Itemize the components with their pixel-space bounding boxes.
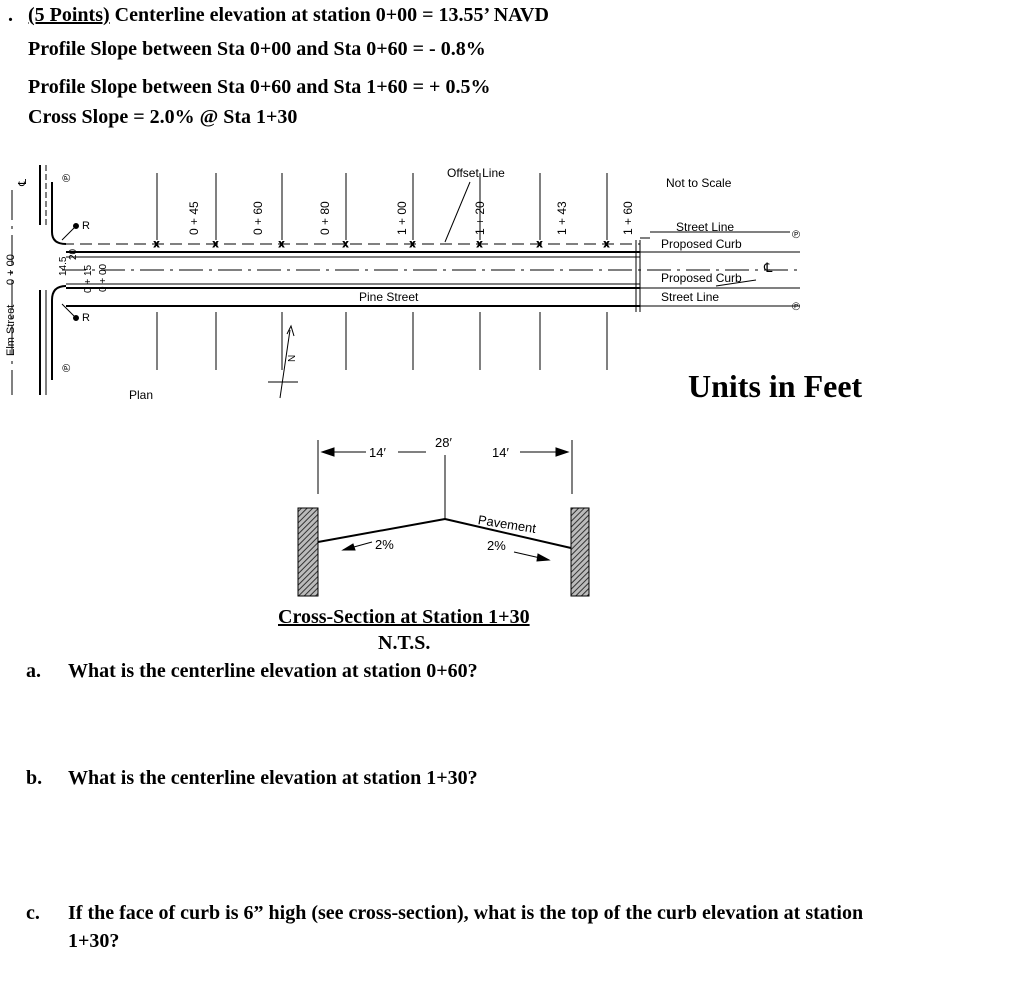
xs-half-left-label: 14′ <box>369 445 386 460</box>
station-x-mark: x <box>279 239 284 250</box>
elm-street <box>12 165 66 395</box>
given-line-1-text: Centerline elevation at station 0+00 = 13.55’ NAVD <box>109 4 549 26</box>
question-a-text: What is the centerline elevation at station 0+60? <box>68 660 478 682</box>
station-label: 1 + 00 <box>395 201 409 235</box>
station-ticks <box>154 173 609 370</box>
station-x-mark: x <box>410 239 415 250</box>
station-label: 1 + 20 <box>473 201 487 235</box>
given-line-3: Profile Slope between Sta 0+60 and Sta 1+60 = + 0.5% <box>28 76 491 98</box>
cross-section <box>298 440 589 596</box>
street-line-top-label: Street Line <box>676 220 735 234</box>
xs-slope-left-label: 2% <box>375 537 394 552</box>
pine-street <box>62 173 800 398</box>
dim-0-00: 0 + 00 <box>98 263 109 292</box>
xs-total-label: 28′ <box>435 435 452 450</box>
station-x-mark: x <box>537 239 542 250</box>
curb-return-top <box>52 182 66 244</box>
pl-symbol-bottom: ℗ <box>792 301 801 313</box>
given-line-2: Profile Slope between Sta 0+00 and Sta 0+60 = - 0.8% <box>28 38 486 60</box>
dim-14-5: 14.5 <box>58 256 69 276</box>
pine-cl-symbol: ℄ <box>764 260 773 275</box>
radius-label-top: R <box>82 220 90 232</box>
offset-line-label: Offset Line <box>447 166 505 180</box>
elm-pl-symbol-bottom: ℗ <box>61 363 73 372</box>
station-label: 1 + 43 <box>555 201 569 235</box>
elm-station-label: 0 + 00 <box>5 254 17 285</box>
station-labels <box>187 201 635 235</box>
plan-and-cross-section-diagram <box>0 150 1024 655</box>
question-c-text: If the face of curb is 6” high (see cross-section), what is the top of the curb elevation at station <box>68 902 864 924</box>
cross-section-title: Cross-Section at Station 1+30 <box>278 606 530 628</box>
dim-20: 20 <box>68 248 79 260</box>
elm-street-label: Elm Street <box>5 304 17 356</box>
xs-dim-arrow-right <box>556 448 568 456</box>
given-line-1 <box>28 4 549 27</box>
xs-curb-right <box>571 508 589 596</box>
radius-leader-top <box>62 226 76 240</box>
xs-pavement-label: Pavement <box>476 512 538 537</box>
station-x-mark: x <box>213 239 218 250</box>
given-line-4: Cross Slope = 2.0% @ Sta 1+30 <box>28 106 298 128</box>
xs-dim-arrow-left <box>322 448 334 456</box>
offset-line-leader <box>445 182 470 242</box>
station-label: 1 + 60 <box>621 201 635 235</box>
street-line-bottom-label: Street Line <box>661 290 720 304</box>
xs-half-right-label: 14′ <box>492 445 509 460</box>
xs-slope-right-label: 2% <box>487 538 506 553</box>
station-label: 0 + 45 <box>187 201 201 235</box>
cross-section-nts: N.T.S. <box>378 632 431 654</box>
station-x-mark: x <box>477 239 482 250</box>
dim-0-15: 0 + 15 <box>83 264 94 293</box>
question-b-label: b. <box>26 767 43 789</box>
points-label: (5 Points) <box>28 4 110 26</box>
question-c-text-cont: 1+30? <box>68 930 120 952</box>
north-arrow-head <box>287 326 294 336</box>
xs-slope-arrowhead-left <box>343 544 355 550</box>
elm-cl-symbol: ℄ <box>17 178 29 186</box>
units-label: Units in Feet <box>688 368 863 404</box>
plan-label: Plan <box>129 388 154 402</box>
question-b-text: What is the centerline elevation at station 1+30? <box>68 767 478 789</box>
pl-symbol-top: ℗ <box>792 229 801 241</box>
not-to-scale-label: Not to Scale <box>666 176 732 190</box>
station-label: 0 + 80 <box>318 201 332 235</box>
station-label: 0 + 60 <box>251 201 265 235</box>
radius-label-bottom: R <box>82 312 90 324</box>
xs-slope-arrowhead-right <box>537 554 549 561</box>
station-x-mark: x <box>604 239 609 250</box>
pine-street-label: Pine Street <box>359 290 419 304</box>
proposed-curb-bottom-label: Proposed Curb <box>661 271 742 285</box>
xs-curb-left <box>298 508 318 596</box>
north-label: N <box>287 354 298 362</box>
elm-pl-symbol-top: ℗ <box>61 173 73 182</box>
station-x-mark: x <box>154 239 159 250</box>
question-c-label: c. <box>26 902 40 924</box>
proposed-curb-top-label: Proposed Curb <box>661 237 742 251</box>
station-x-mark: x <box>343 239 348 250</box>
question-a-label: a. <box>26 660 41 682</box>
problem-bullet: . <box>8 4 13 26</box>
